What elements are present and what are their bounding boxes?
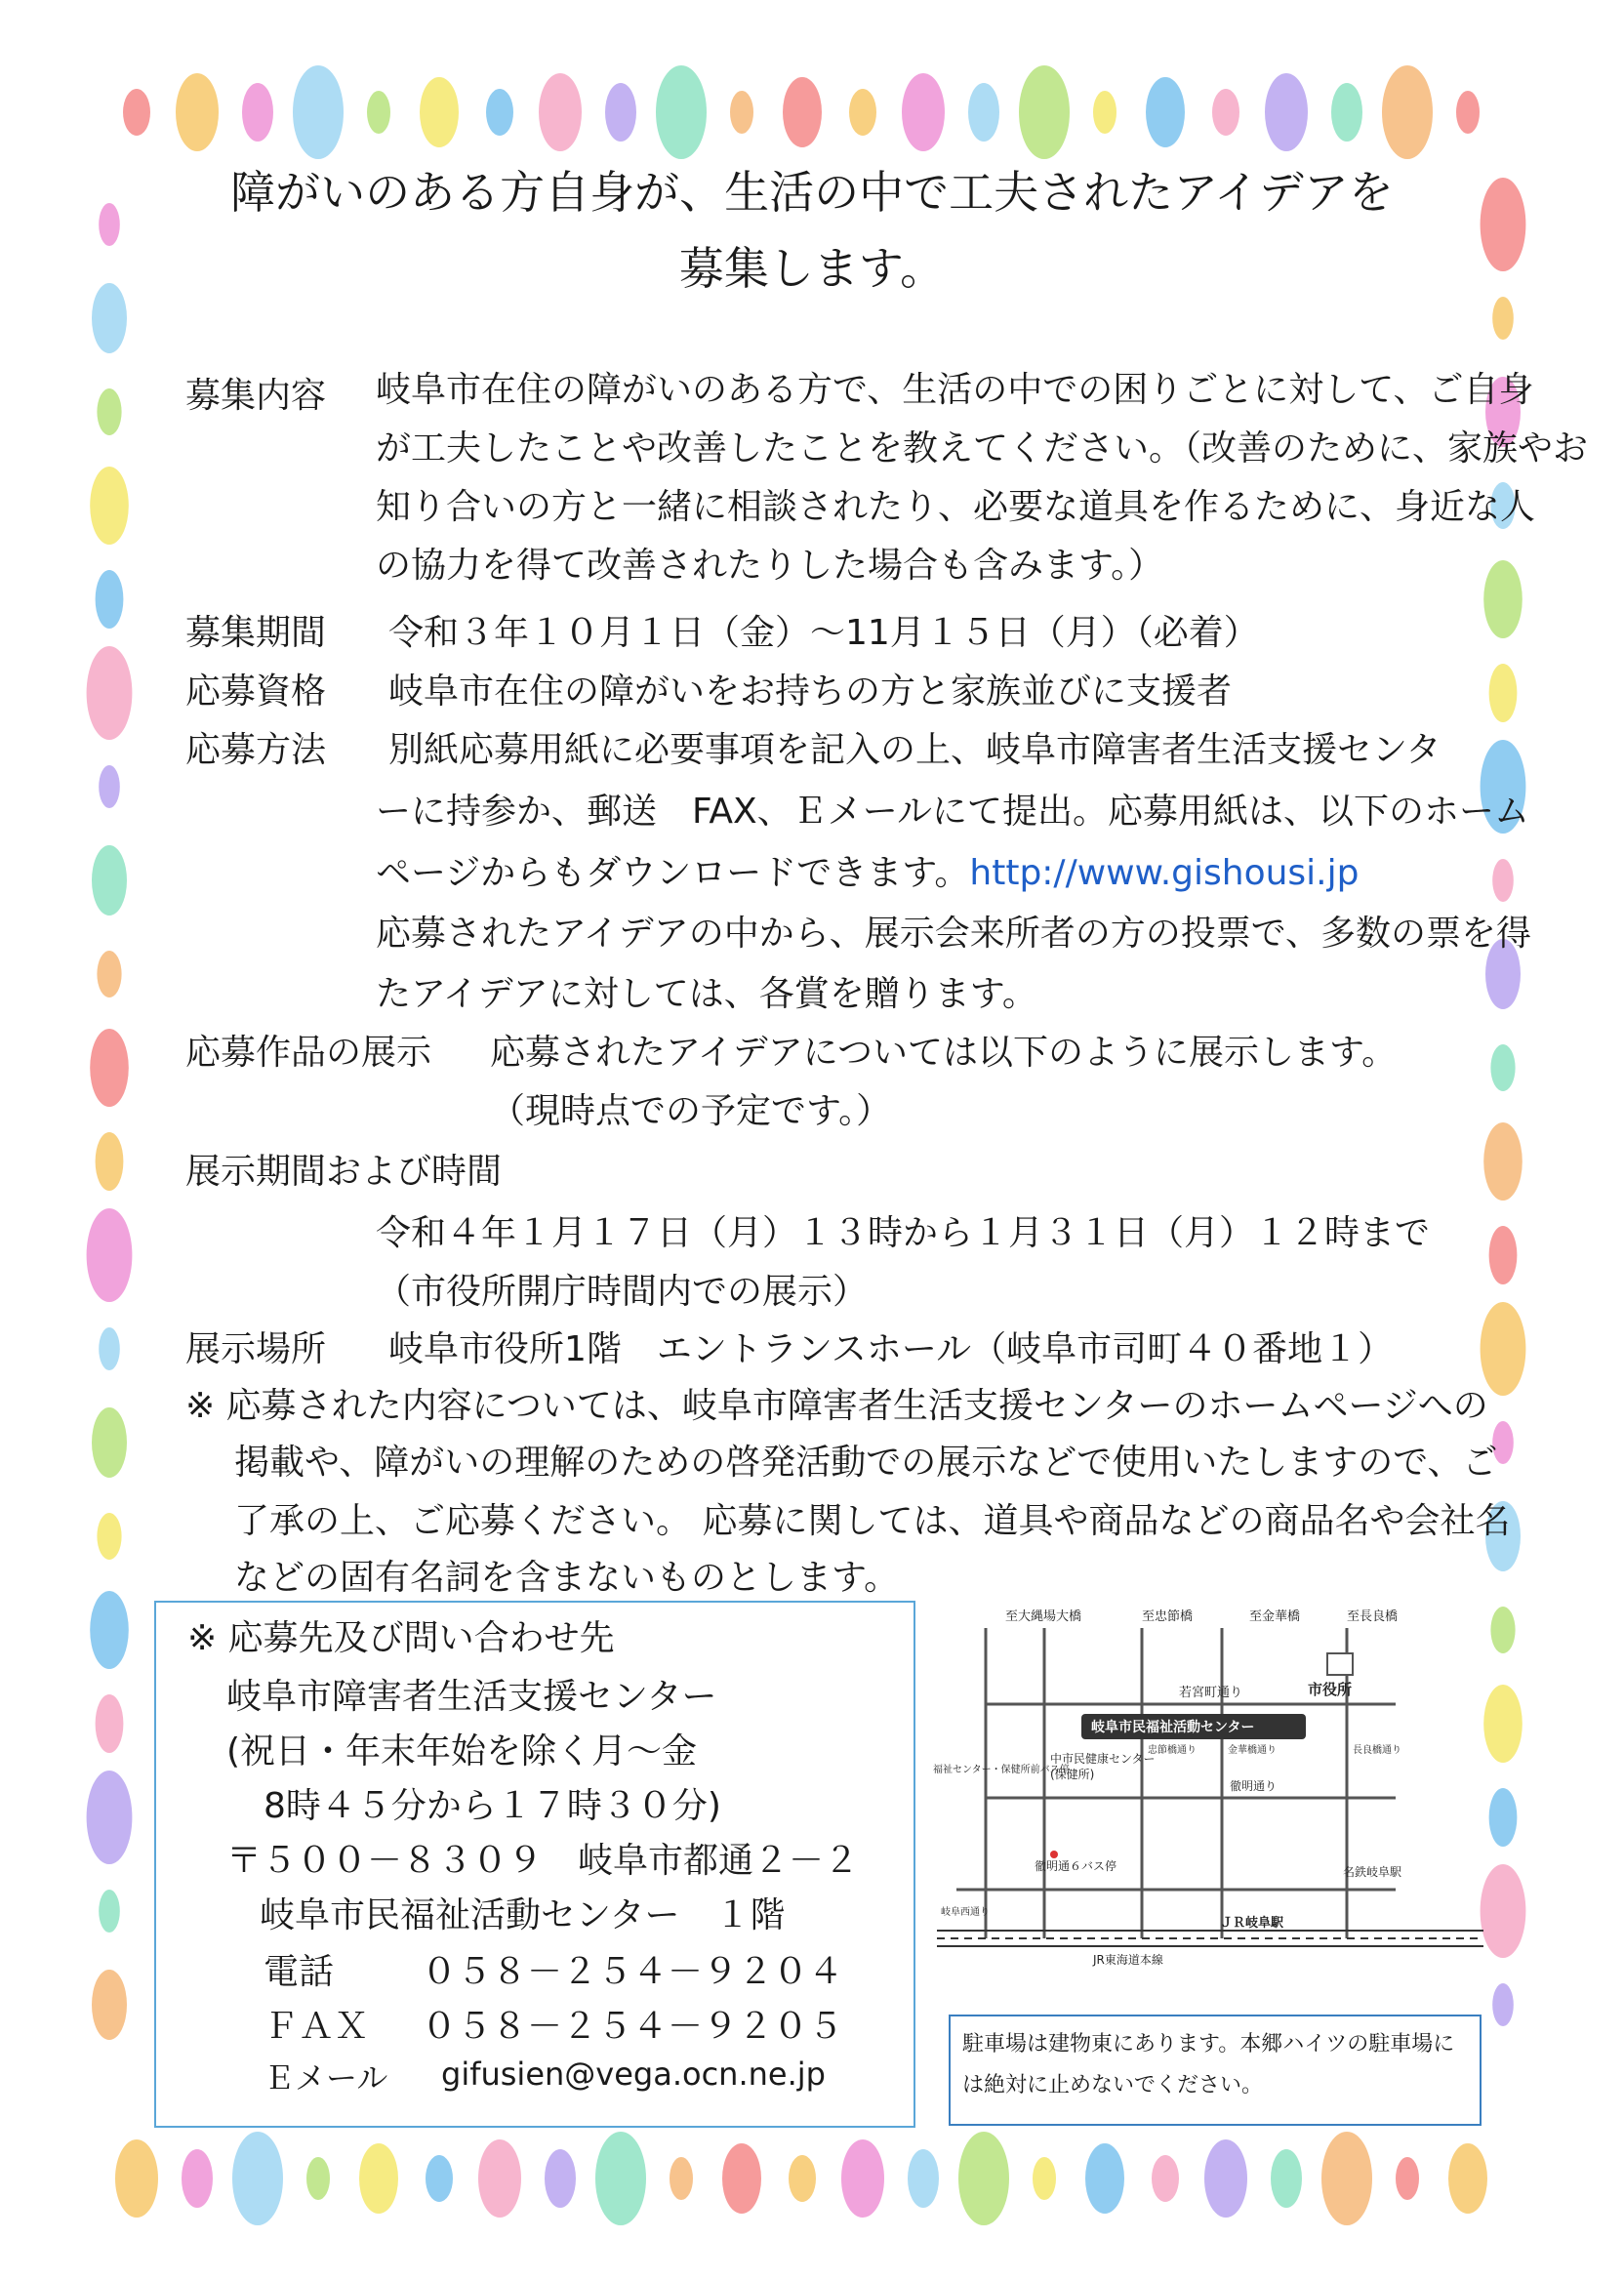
- decorative-dot: [1033, 2157, 1056, 2200]
- decorative-dot: [605, 83, 636, 142]
- decorative-dot: [96, 1132, 124, 1191]
- content-label: 募集内容: [185, 376, 327, 416]
- decorative-dot: [789, 2155, 816, 2202]
- decorative-dot: [1321, 2132, 1372, 2225]
- decorative-dot: [232, 2132, 283, 2225]
- contact-tel-label: 電話: [264, 1952, 335, 1992]
- map-label-jr-station: ＪＲ岐阜駅: [1220, 1916, 1284, 1931]
- decorative-dot: [1456, 91, 1480, 134]
- decorative-dot: [90, 1029, 129, 1107]
- decorative-dot: [87, 1208, 133, 1302]
- decorative-dot: [1483, 1122, 1522, 1201]
- map-label-wakamiya: 若宮町通り: [1179, 1686, 1243, 1700]
- decorative-dot: [96, 1694, 124, 1753]
- decorative-dot: [115, 2139, 158, 2218]
- method-line-1: 別紙応募用紙に必要事項を記入の上、岐阜市障害者生活支援センタ: [388, 730, 1441, 770]
- decorative-dot: [478, 2139, 521, 2218]
- decorative-dot: [359, 2143, 398, 2214]
- contact-hours-1: (祝日・年末年始を除く月～金: [226, 1731, 698, 1771]
- map-label-cityhall: 市役所: [1308, 1681, 1353, 1698]
- map-label-bus-left: 福祉センター・保健所前バス停: [933, 1765, 1070, 1775]
- decorative-dot: [306, 2157, 330, 2200]
- method-line-2: ーに持参か、郵送 FAX、Ｅメールにて提出。応募用紙は、以下のホーム: [376, 792, 1529, 832]
- eligibility-text: 岐阜市在住の障がいをお持ちの方と家族並びに支援者: [388, 672, 1233, 712]
- contact-email: gifusien@vega.ocn.ne.jp: [441, 2056, 826, 2093]
- contact-tel: ０５８－２５４－９２０４: [422, 1952, 844, 1992]
- contact-address: 〒５００－８３０９ 岐阜市都通２－２: [226, 1841, 860, 1881]
- contact-email-label: Ｅメール: [264, 2059, 388, 2097]
- content-line-2: が工夫したことや改善したことを教えてください。（改善のために、家族やお: [376, 428, 1589, 468]
- contact-box: [154, 1601, 915, 2128]
- map-label-center: 岐阜市民福祉活動センター: [1091, 1720, 1255, 1735]
- decorative-dot: [87, 1771, 133, 1864]
- decorative-dot: [1492, 1983, 1514, 2026]
- method-line-4: 応募されたアイデアの中から、展示会来所者の方の投票で、多数の票を得: [376, 914, 1532, 954]
- decorative-dot: [545, 2149, 576, 2208]
- decorative-dot: [420, 77, 459, 147]
- exhibit-label: 応募作品の展示: [185, 1033, 432, 1073]
- decorative-dot: [87, 646, 133, 740]
- contact-org: 岐阜市障害者生活支援センター: [226, 1677, 717, 1717]
- contact-fax-label: ＦＡＸ: [264, 2007, 370, 2047]
- map-label-tetsumei-bus: 徹明通６バス停: [1035, 1859, 1117, 1873]
- decorative-dot: [730, 91, 753, 134]
- decorative-dot: [958, 2132, 1009, 2225]
- contact-hours-2: 8時４５分から１７時３０分): [264, 1786, 721, 1826]
- decorative-dot: [968, 83, 999, 142]
- decorative-dot: [1382, 65, 1433, 159]
- download-link[interactable]: http://www.gishousi.jp: [969, 853, 1360, 893]
- decorative-dot: [722, 2143, 761, 2214]
- decorative-dot: [783, 77, 822, 147]
- decorative-dot: [1492, 859, 1514, 902]
- eligibility-label: 応募資格: [185, 672, 327, 712]
- decorative-dot: [841, 2139, 884, 2218]
- period-label: 募集期間: [185, 613, 327, 653]
- parking-note-line-1: 駐車場は建物東にあります。本郷ハイツの駐車場に: [962, 2032, 1455, 2056]
- decorative-dot: [367, 91, 390, 134]
- decorative-dot: [97, 951, 121, 998]
- period-text: 令和３年１０月１日（金）～11月１５日（月）（必着）: [388, 613, 1259, 653]
- decorative-dot: [1490, 1607, 1515, 1653]
- method-label: 応募方法: [185, 730, 327, 770]
- decorative-dot: [182, 2149, 213, 2208]
- map-label-top3: 至金華橋: [1249, 1609, 1301, 1624]
- exhibit-line-1: 応募されたアイデアについては以下のように展示します。: [490, 1033, 1398, 1073]
- decorative-dot: [90, 467, 129, 545]
- decorative-dot: [1146, 77, 1185, 147]
- method-line-3: [376, 845, 1359, 895]
- content-text: [376, 361, 1534, 420]
- decorative-dot: [1396, 2157, 1419, 2200]
- decorative-dot: [99, 1890, 120, 1933]
- decorative-dot: [123, 89, 150, 136]
- decorative-dot: [908, 2149, 939, 2208]
- map-label-health: 中市民健康センター: [1050, 1752, 1156, 1766]
- decorative-dot: [902, 73, 945, 151]
- decorative-dot: [97, 388, 121, 435]
- contact-fax: ０５８－２５４－９２０５: [422, 2007, 844, 2047]
- access-map: [927, 1607, 1493, 2007]
- decorative-dot: [1331, 83, 1362, 142]
- map-label-kinka: 金華橋通り: [1228, 1745, 1277, 1756]
- decorative-dot: [1152, 2155, 1179, 2202]
- decorative-dot: [90, 1591, 129, 1669]
- content-text-rest: [376, 420, 1588, 595]
- decorative-dot: [92, 1970, 127, 2040]
- decorative-dot: [242, 83, 273, 142]
- decorative-dot: [97, 1513, 121, 1560]
- map-label-jr-line: JR東海道本線: [1093, 1953, 1163, 1967]
- content-line-4: の協力を得て改善されたりした場合も含みます。）: [376, 546, 1164, 586]
- exhibit-time-label: 展示期間および時間: [185, 1152, 503, 1192]
- method-line-3-text: ページからもダウンロードできます。: [376, 853, 970, 893]
- notice-line-3: 了承の上、ご応募ください。 応募に関しては、道具や商品などの商品名や会社名: [234, 1501, 1511, 1541]
- decorative-dot: [656, 65, 707, 159]
- decorative-dot: [92, 1407, 127, 1478]
- notice-line-4: などの固有名詞を含まないものとします。: [234, 1558, 900, 1598]
- decorative-dot: [1204, 2139, 1247, 2218]
- map-label-meitetsu: 名鉄岐阜駅: [1343, 1865, 1402, 1879]
- decorative-dot: [1085, 2143, 1124, 2214]
- decorative-dot: [1490, 1044, 1515, 1091]
- exhibit-time-line-1: 令和４年１月１７日（月）１３時から１月３１日（月）１２時まで: [376, 1213, 1431, 1253]
- decorative-dot: [1019, 65, 1070, 159]
- decorative-dot: [1489, 664, 1518, 722]
- map-label-health2: (保健所): [1050, 1768, 1095, 1781]
- map-label-nagara: 長良橋通り: [1353, 1745, 1401, 1756]
- page-title-line2: 募集します。: [678, 242, 946, 295]
- parking-note: [949, 2015, 1482, 2126]
- decorative-dot: [293, 65, 344, 159]
- decorative-dot: [1212, 89, 1239, 136]
- decorative-dot: [99, 1327, 120, 1370]
- decorative-dot: [849, 89, 876, 136]
- page-title-line1: 障がいのある方自身が、生活の中で工夫されたアイデアを: [230, 166, 1394, 219]
- exhibit-line-2: （現時点での予定です。）: [490, 1091, 892, 1131]
- decorative-dot: [1093, 91, 1116, 134]
- decorative-dot: [99, 765, 120, 808]
- content-line-1: 岐阜市在住の障がいのある方で、生活の中での困りごとに対して、ご自身: [376, 370, 1534, 410]
- decorative-dot: [539, 73, 582, 151]
- decorative-dot: [96, 570, 124, 629]
- map-label-top4: 至長良橋: [1347, 1609, 1399, 1624]
- place-label: 展示場所: [185, 1329, 327, 1369]
- place-text: 岐阜市役所1階 エントランスホール（岐阜市司町４０番地１）: [388, 1329, 1394, 1369]
- content-line-3: 知り合いの方と一緒に相談されたり、必要な道具を作るために、身近な人: [376, 487, 1536, 527]
- map-label-chusetsu: 忠節橋通り: [1148, 1745, 1197, 1756]
- decorative-dot: [1448, 2143, 1487, 2214]
- map-label-tetsumei: 徹明通り: [1230, 1779, 1278, 1793]
- decorative-dot: [486, 89, 513, 136]
- decorative-dot: [1489, 1226, 1518, 1284]
- decorative-dot: [1265, 73, 1308, 151]
- decorative-dot: [1492, 297, 1514, 340]
- decorative-dot: [176, 73, 219, 151]
- notice-line-2: 掲載や、障がいの理解のための啓発活動での展示などで使用いたしますので、ご: [234, 1443, 1498, 1483]
- decorative-dot: [1271, 2149, 1302, 2208]
- parking-note-line-2: は絶対に止めないでください。: [962, 2073, 1264, 2097]
- notice-line-1: ※ 応募された内容については、岐阜市障害者生活支援センターのホームページへの: [185, 1386, 1488, 1426]
- method-line-5: たアイデアに対しては、各賞を贈ります。: [376, 974, 1037, 1014]
- contact-building: 岐阜市民福祉活動センター １階: [260, 1895, 786, 1935]
- exhibit-time-line-2: （市役所開庁時間内での展示）: [376, 1272, 869, 1312]
- map-label-gifu-nishi: 岐阜西通り: [941, 1907, 990, 1918]
- decorative-dot: [595, 2132, 646, 2225]
- contact-heading: ※ 応募先及び問い合わせ先: [187, 1618, 615, 1658]
- map-label-top2: 至忠節橋: [1142, 1609, 1194, 1624]
- map-label-top1: 至大縄場大橋: [1005, 1609, 1082, 1624]
- decorative-dot: [92, 845, 127, 916]
- decorative-dot: [670, 2157, 693, 2200]
- decorative-dot: [426, 2155, 453, 2202]
